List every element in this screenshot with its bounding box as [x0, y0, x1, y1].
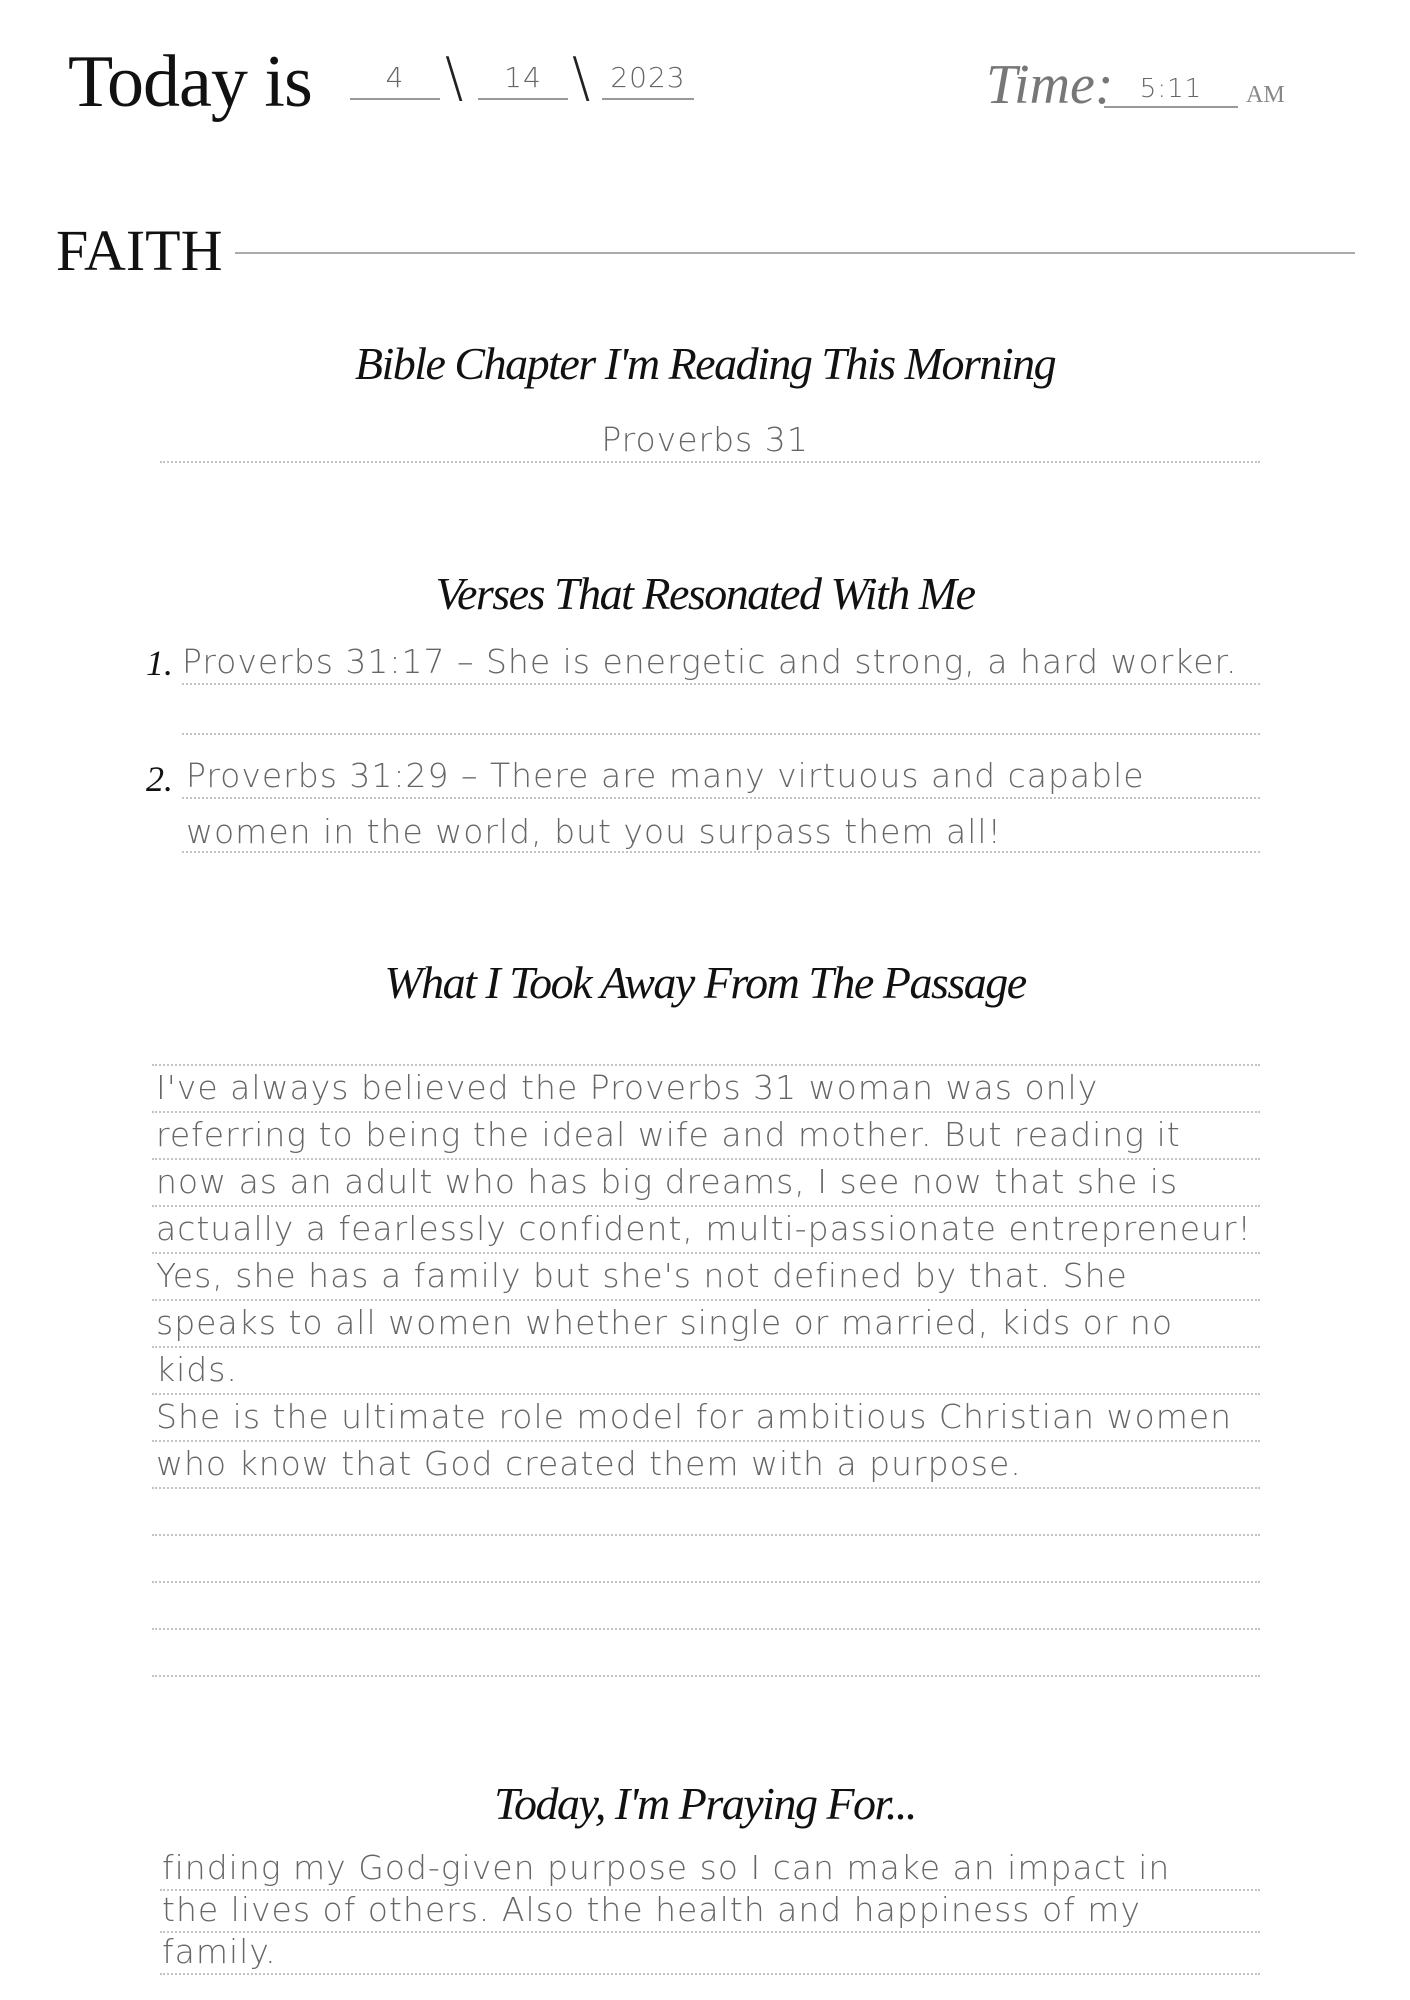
takeaway-line[interactable]: referring to being the ideal wife and mother. But reading it: [156, 1115, 1181, 1154]
date-year-field[interactable]: 2023: [602, 58, 694, 100]
section-title: FAITH: [56, 218, 223, 283]
date-separator: \: [445, 46, 464, 109]
takeaway-line[interactable]: kids.: [156, 1350, 238, 1389]
writing-line: [152, 1628, 1260, 1630]
prayer-heading: Today, I'm Praying For...: [494, 1778, 916, 1829]
ampm-label: AM: [1246, 82, 1285, 108]
verse-line[interactable]: Proverbs 31:17 – She is energetic and strong, a hard worker.: [182, 642, 1238, 681]
writing-line: [152, 1346, 1260, 1348]
prayer-line[interactable]: family.: [162, 1932, 277, 1971]
writing-line: [182, 797, 1260, 799]
writing-line: [152, 1299, 1260, 1301]
verse-line[interactable]: women in the world, but you surpass them all!: [186, 812, 1002, 851]
writing-line: [152, 1440, 1260, 1442]
bible-chapter-heading: Bible Chapter I'm Reading This Morning: [354, 338, 1056, 389]
bible-chapter-value[interactable]: Proverbs 31: [601, 420, 809, 459]
time-field[interactable]: 5:11: [1104, 72, 1238, 108]
writing-line: [152, 1205, 1260, 1207]
writing-line: [182, 683, 1260, 685]
writing-line: [152, 1393, 1260, 1395]
takeaway-heading: What I Took Away From The Passage: [384, 957, 1026, 1008]
writing-line: [152, 1581, 1260, 1583]
writing-line: [160, 1973, 1260, 1975]
verse-line[interactable]: Proverbs 31:29 – There are many virtuous and capable: [186, 756, 1145, 795]
today-label: Today is: [68, 41, 312, 123]
writing-line: [152, 1064, 1260, 1066]
takeaway-line[interactable]: I've always believed the Proverbs 31 woman was only: [156, 1068, 1099, 1107]
date-separator: \: [572, 46, 591, 109]
writing-line: [160, 1931, 1260, 1933]
verse-number: 2.: [146, 759, 173, 799]
writing-line: [152, 1111, 1260, 1113]
takeaway-line[interactable]: who know that God created them with a purpose.: [156, 1444, 1022, 1483]
section-divider: [235, 252, 1355, 254]
takeaway-line[interactable]: Yes, she has a family but she's not defined by that. She: [156, 1256, 1128, 1295]
takeaway-line[interactable]: She is the ultimate role model for ambitious Christian women: [156, 1397, 1233, 1436]
verse-number: 1.: [146, 643, 173, 683]
writing-line: [152, 1487, 1260, 1489]
writing-line: [152, 1252, 1260, 1254]
writing-line: [152, 1158, 1260, 1160]
prayer-line[interactable]: the lives of others. Also the health and happiness of my: [162, 1890, 1141, 1929]
writing-line: [152, 1534, 1260, 1536]
takeaway-line[interactable]: speaks to all women whether single or married, kids or no: [156, 1303, 1174, 1342]
writing-line: [182, 733, 1260, 735]
prayer-line[interactable]: finding my God-given purpose so I can make an impact in: [162, 1848, 1171, 1887]
writing-line: [152, 1675, 1260, 1677]
writing-line: [182, 851, 1260, 853]
time-label: Time:: [986, 54, 1114, 116]
date-day-field[interactable]: 14: [478, 58, 568, 100]
date-month-field[interactable]: 4: [350, 58, 440, 100]
writing-line: [160, 461, 1260, 463]
takeaway-line[interactable]: actually a fearlessly confident, multi-passionate entrepreneur!: [156, 1209, 1252, 1248]
takeaway-line[interactable]: now as an adult who has big dreams, I see now that she is: [156, 1162, 1179, 1201]
verses-heading: Verses That Resonated With Me: [435, 568, 975, 619]
